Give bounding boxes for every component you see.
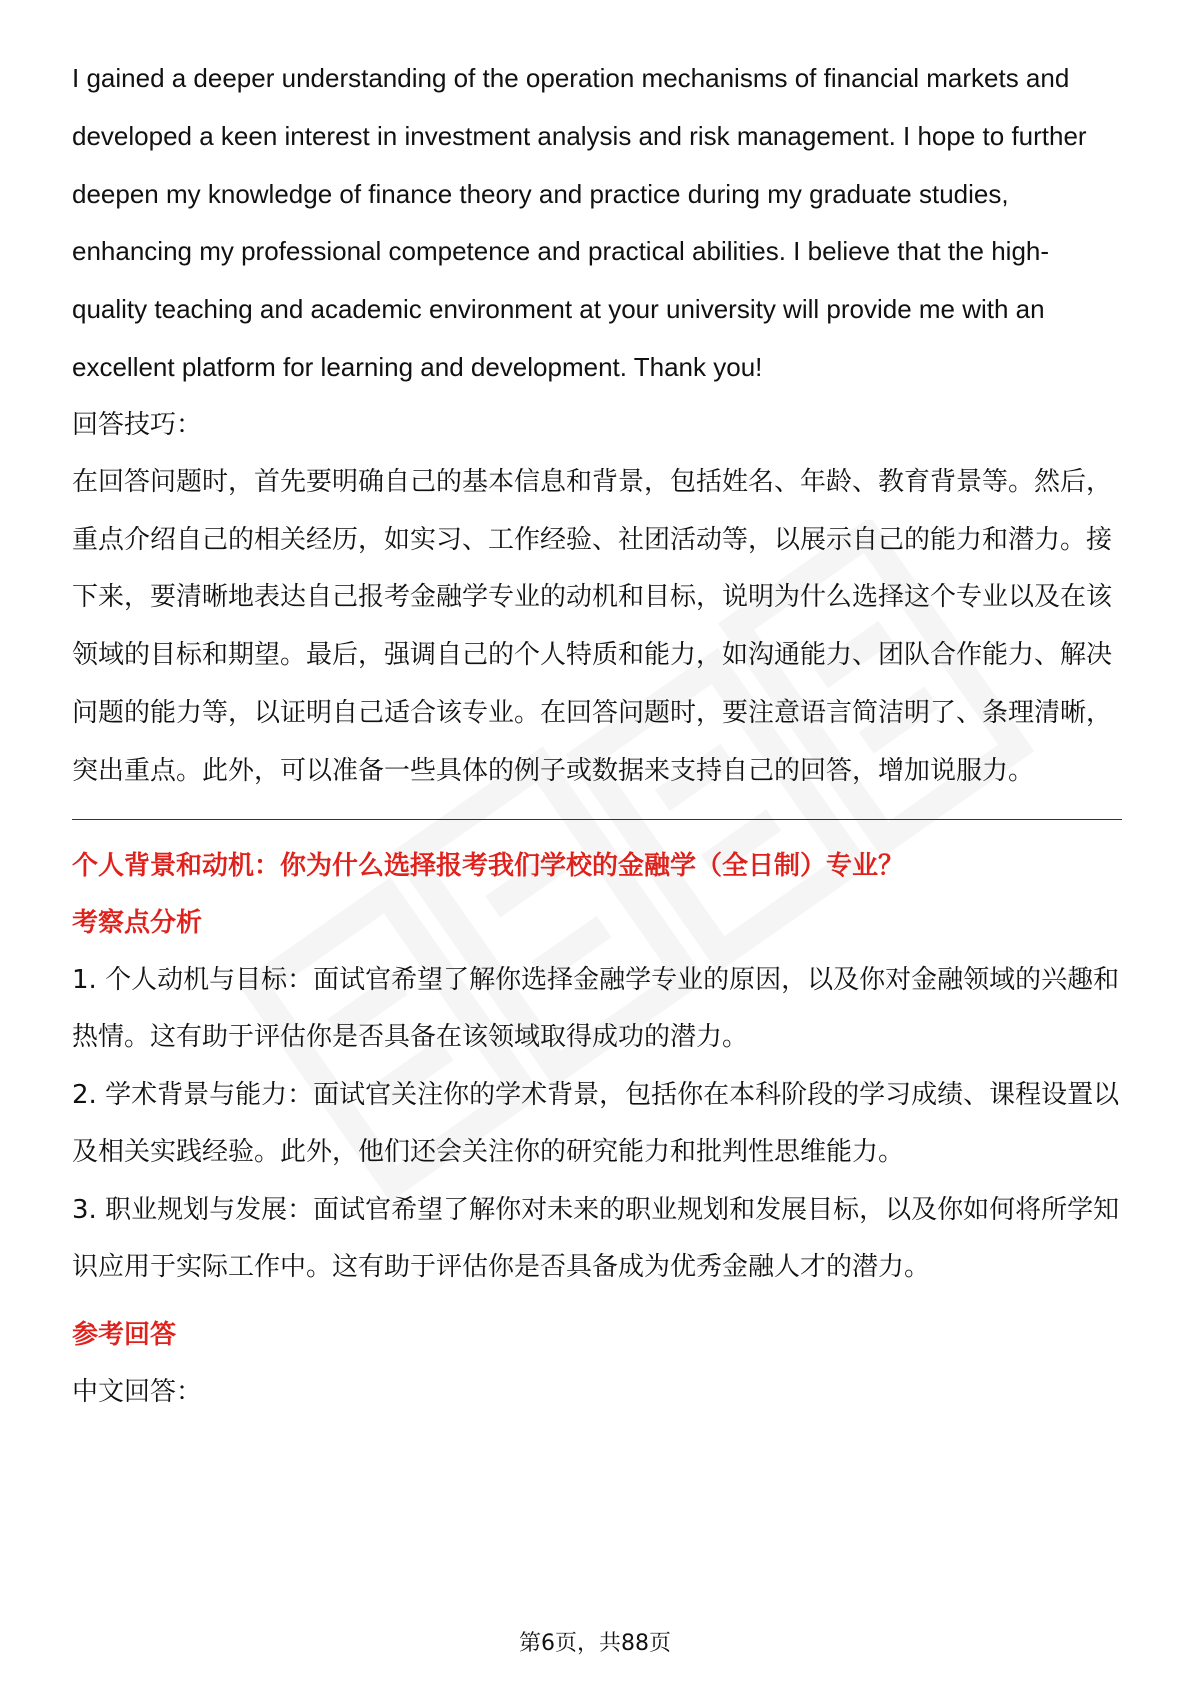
tips-text: 在回答问题时，首先要明确自己的基本信息和背景，包括姓名、年龄、教育背景等。然后，重点介绍自己的相关经历，如实习、工作经验、社团活动等，以展示自己的能力和潜力。接下来，要清晰地表达自己报考金融学专业的动机和目标，说明为什么选择这个专业以及在该领域的目标和期望。最后，强调自己的个人特质和能力，如沟通能力、团队合作能力、解决问题的能力等，以证明自己适合该专业。在回答问题时，要注意语言简洁明了、条理清晰，突出重点。此外，可以准备一些具体的例子或数据来支持自己的回答，增加说服力。 [72,466,1113,786]
analysis-point-3: 3. 职业规划与发展：面试官希望了解你对未来的职业规划和发展目标，以及你如何将所学知识应用于实际工作中。这有助于评估你是否具备成为优秀金融人才的潜力。 [72,1194,1120,1283]
page-content [72,50,1122,1421]
analysis-point-1: 1. 个人动机与目标：面试官希望了解你选择金融学专业的原因，以及你对金融领域的兴趣和热情。这有助于评估你是否具备在该领域取得成功的潜力。 [72,964,1120,1053]
intro-paragraph: I gained a deeper understanding of the operation mechanisms of financial markets and developed a keen interest in investment analysis and risk management. I hope to further deepen my knowledge of finance theory and practice during my graduate studies, enhancing my professional competence and practical abilities. I believe that the high-quality teaching and academic environment at your university will provide me with an excellent platform for learning and development. Thank you! [72,63,1087,382]
reference-heading: 参考回答 [72,1319,177,1350]
analysis-heading: 考察点分析 [72,907,203,938]
page-footer: 第6页，共88页 [519,1631,671,1656]
section-divider [72,819,1122,820]
chinese-answer-label: 中文回答： [72,1376,203,1407]
tips-label: 回答技巧： [72,409,203,440]
analysis-point-2: 2. 学术背景与能力：面试官关注你的学术背景，包括你在本科阶段的学习成绩、课程设置以及相关实践经验。此外，他们还会关注你的研究能力和批判性思维能力。 [72,1079,1120,1168]
question-title: 个人背景和动机：你为什么选择报考我们学校的金融学（全日制）专业？ [72,850,905,881]
